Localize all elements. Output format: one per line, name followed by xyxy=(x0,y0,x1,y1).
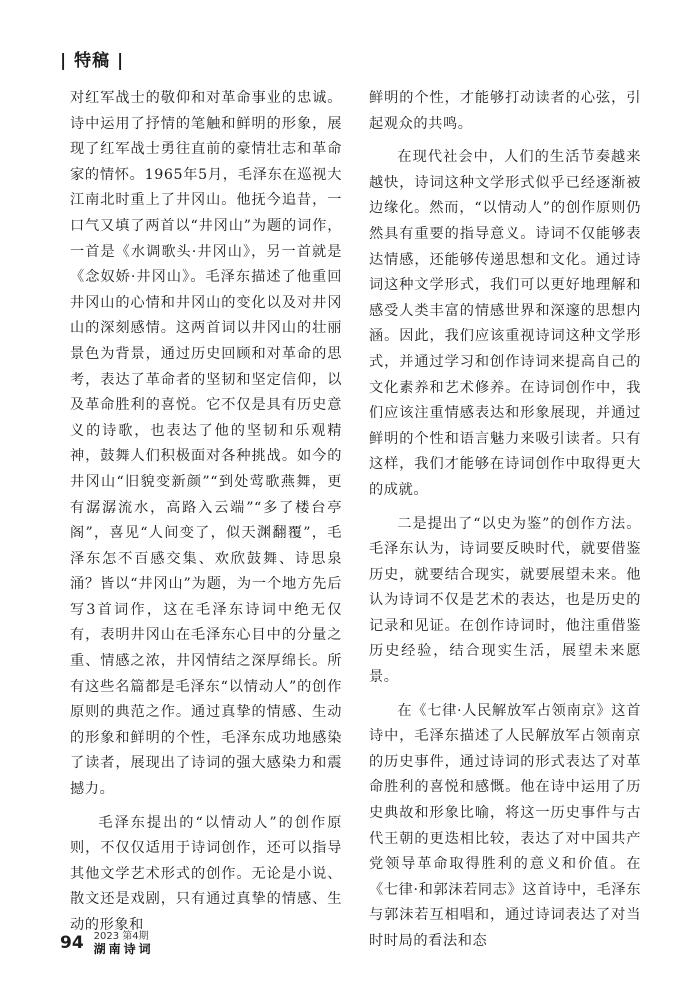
right-paragraph-3: 二是提出了“以史为鉴”的创作方法。毛泽东认为，诗词要反映时代，就要借鉴历史，就要结合现实，就要展望未来。他认为诗词不仅是艺术的表达，也是历史的记录和见证。在创作诗词时，他注重借鉴历史经验，结合现实生活，展望未来愿景。 xyxy=(369,515,641,686)
right-paragraph-2: 在现代社会中，人们的生活节奏越来越快，诗词这种文学形式似乎已经逐渐被边缘化。然而，“以情动人”的创作原则仍然具有重要的指导意义。诗词不仅能够表达情感，还能够传递思想和文化。通过诗词这种文学形式，我们可以更好地理解和感受人类丰富的情感世界和深邃的思想内涵。因此，我们应该重视诗词这种文学形式，并通过学习和创作诗词来提高自己的文化素养和艺术修养。在诗词创作中，我们应该注重情感表达和形象展现，并通过鲜明的个性和语言魅力来吸引读者。只有这样，我们才能够在诗词创作中取得更大的成就。 xyxy=(369,149,641,498)
publication-info xyxy=(94,930,154,956)
left-paragraph-1: 对红军战士的敬仰和对革命事业的忠诚。诗中运用了抒情的笔触和鲜明的形象，展现了红军战士勇往直前的豪情壮志和革命家的情怀。1965年5月，毛泽东在巡视大江南北时重上了井冈山。他抚今追昔，一口气又填了两首以“井冈山”为题的词作，一首是《水调歌头·井冈山》，另一首就是《念奴娇·井冈山》。毛泽东描述了他重回井冈山的心情和井冈山的变化以及对井冈山的深刻感情。这两首词以井冈山的壮丽景色为背景，通过历史回顾和对革命的思考，表达了革命者的坚韧和坚定信仰，以及革命胜利的喜悦。它不仅是具有历史意义的诗歌，也表达了他的坚韧和乐观精神，鼓舞人们积极面对各种挑战。如今的井冈山“旧貌变新颜”“到处莺歌燕舞，更有潺潺流水，高路入云端”“多了楼台亭阁”，喜见“人间变了，似天渊翻覆”，毛泽东怎不百感交集、欢欣鼓舞、诗思泉涌？皆以“井冈山”为题，为一个地方先后写3首词作，这在毛泽东诗词中绝无仅有，表明井冈山在毛泽东心目中的分量之重、情感之浓，井冈情结之深厚绵长。所有这些名篇都是毛泽东“以情动人”的创作原则的典范之作。通过真挚的情感、生动的形象和鲜明的个性，毛泽东成功地感染了读者，展现出了诗词的强大感染力和震撼力。 xyxy=(70,90,342,798)
left-paragraph-2: 毛泽东提出的“以情动人”的创作原则，不仅仅适用于诗词创作，还可以指导其他文学艺术形式的创作。无论是小说、散文还是戏剧，只有通过真挚的情感、生动的形象和 xyxy=(70,814,342,933)
issue-label: 2023 第4期 xyxy=(93,931,149,942)
journal-name: 湖南诗词 xyxy=(93,942,154,956)
right-paragraph-1: 鲜明的个性，才能够打动读者的心弦，引起观众的共鸣。 xyxy=(369,90,641,132)
left-column xyxy=(70,86,342,939)
page-footer xyxy=(60,930,154,956)
right-paragraph-4: 在《七律·人民解放军占领南京》这首诗中，毛泽东描述了人民解放军占领南京的历史事件，通过诗词的形式表达了对革命胜利的喜悦和感慨。他在诗中运用了历史典故和形象比喻，将这一历史事件与古代王朝的更迭相比较，表达了对中国共产党领导革命取得胜利的意义和价值。在《七律·和郭沫若同志》这首诗中，毛泽东与郭沫若互相唱和，通过诗词表达了对当时时局的看法和态 xyxy=(369,702,641,949)
section-label: | 特稿 | xyxy=(60,51,125,71)
right-column xyxy=(369,86,641,955)
page-number: 94 xyxy=(60,933,84,953)
